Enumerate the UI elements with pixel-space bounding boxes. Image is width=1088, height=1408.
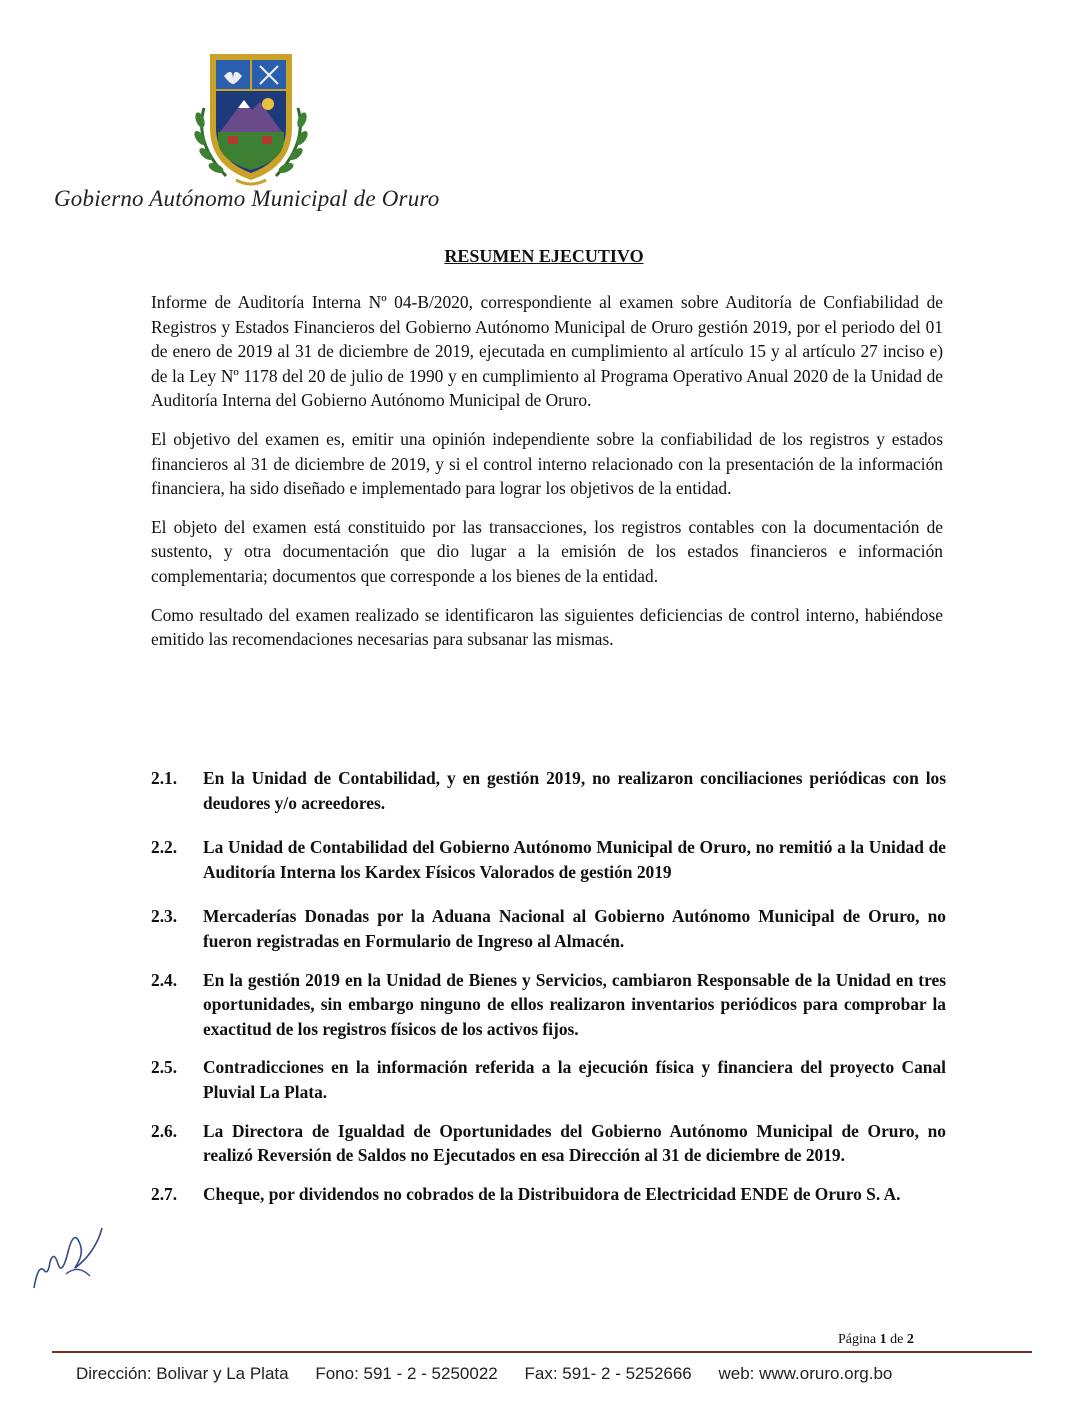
result-paragraph: Como resultado del examen realizado se identificaron las siguientes deficiencias de control interno, habiéndose emitido las recomendaciones necesarias para subsanar las mismas. bbox=[151, 604, 943, 650]
finding-text: En la gestión 2019 en la Unidad de Bienes y Servicios, cambiaron Responsable de la Unidad en tres oportunidades, sin embargo ninguno de ellos realizaron inventarios periódicos para comprobar la exactitud de los registros físicos de los activos fijos. bbox=[203, 969, 946, 1039]
executive-summary-body bbox=[151, 290, 943, 666]
objective-paragraph: El objetivo del examen es, emitir una opinión independiente sobre la confiabilidad de los registros y estados financieros al 31 de diciembre de 2019, y si el control interno relacionado con la presentación de la información financiera, ha sido diseñado e implementado para lograr los objetivos de la entidad. bbox=[151, 428, 943, 499]
footer-divider bbox=[52, 1351, 1032, 1353]
finding-number: 2.3. bbox=[151, 906, 178, 927]
finding-item bbox=[151, 904, 946, 953]
finding-text: Mercaderías Donadas por la Aduana Nacional al Gobierno Autónomo Municipal de Oruro, no fueron registradas en Formulario de Ingreso al Almacén. bbox=[203, 906, 946, 951]
footer-web-link[interactable]: web: www.oruro.org.bo bbox=[718, 1364, 893, 1383]
finding-number: 2.1. bbox=[151, 768, 178, 788]
footer-fax: Fax: 591- 2 - 5252666 bbox=[524, 1364, 692, 1383]
footer-contact bbox=[76, 1364, 914, 1384]
organization-name: Gobierno Autónomo Municipal de Oruro bbox=[54, 186, 440, 211]
finding-item bbox=[151, 968, 946, 1042]
finding-item bbox=[151, 1119, 946, 1168]
finding-item bbox=[151, 766, 946, 815]
total-pages: 2 bbox=[906, 1332, 914, 1347]
municipal-coat-of-arms-icon bbox=[186, 48, 316, 190]
finding-number: 2.6. bbox=[151, 1120, 178, 1141]
footer-phone: Fono: 591 - 2 - 5250022 bbox=[315, 1364, 498, 1383]
finding-text: La Directora de Igualdad de Oportunidades del Gobierno Autónomo Municipal de Oruro, no realizó Reversión de Saldos no Ejecutados en esa Dirección al 31 de diciembre de 2019. bbox=[203, 1120, 946, 1166]
finding-text: Cheque, por dividendos no cobrados de la Distribuidora de Electricidad ENDE de Oruro S. A. bbox=[203, 1183, 901, 1204]
finding-text: La Unidad de Contabilidad del Gobierno Autónomo Municipal de Oruro, no remitió a la Unidad de Auditoría Interna los Kardex Físicos Valorados de gestión 2019 bbox=[203, 837, 946, 882]
finding-item bbox=[151, 1182, 946, 1207]
finding-text: Contradicciones en la información referida a la ejecución física y financiera del proyecto Canal Pluvial La Plata. bbox=[203, 1057, 946, 1102]
page-number bbox=[838, 1332, 914, 1348]
finding-number: 2.5. bbox=[151, 1057, 178, 1078]
finding-text: En la Unidad de Contabilidad, y en gestión 2019, no realizaron conciliaciones periódicas con los deudores y/o acreedores. bbox=[203, 768, 946, 813]
page-label: Página bbox=[838, 1332, 877, 1347]
finding-item bbox=[151, 1055, 946, 1104]
handwritten-initials-signature bbox=[28, 1214, 108, 1294]
intro-paragraph: Informe de Auditoría Interna Nº 04-B/2020, correspondiente al examen sobre Auditoría de Confiabilidad de Registros y Estados Financieros del Gobierno Autónomo Municipal de Oruro gestión 2019, por el periodo del 01 de enero de 2019 al 31 de diciembre de 2019, ejecutada en cumplimiento al artículo 15 y al artículo 27 inciso e) de la Ley Nº 1178 del 20 de julio de 1990 y en cumplimiento al Programa Operativo Anual 2020 de la Unidad de Auditoría Interna del Gobierno Autónomo Municipal de Oruro. bbox=[151, 292, 943, 411]
finding-item bbox=[151, 835, 946, 884]
page-separator: de bbox=[890, 1332, 904, 1347]
finding-number: 2.4. bbox=[151, 969, 178, 990]
scope-paragraph: El objeto del examen está constituido por las transacciones, los registros contables con la documentación de sustento, y otra documentación que dio lugar a la emisión de los estados financieros e información complementaria; documentos que corresponde a los bienes de la entidad. bbox=[151, 516, 943, 586]
document-title: RESUMEN EJECUTIVO bbox=[444, 246, 644, 266]
findings-list bbox=[151, 766, 946, 1206]
finding-number: 2.2. bbox=[151, 837, 178, 858]
finding-number: 2.7. bbox=[151, 1183, 178, 1204]
current-page: 1 bbox=[879, 1332, 887, 1347]
footer-address: Dirección: Bolivar y La Plata bbox=[76, 1364, 289, 1383]
